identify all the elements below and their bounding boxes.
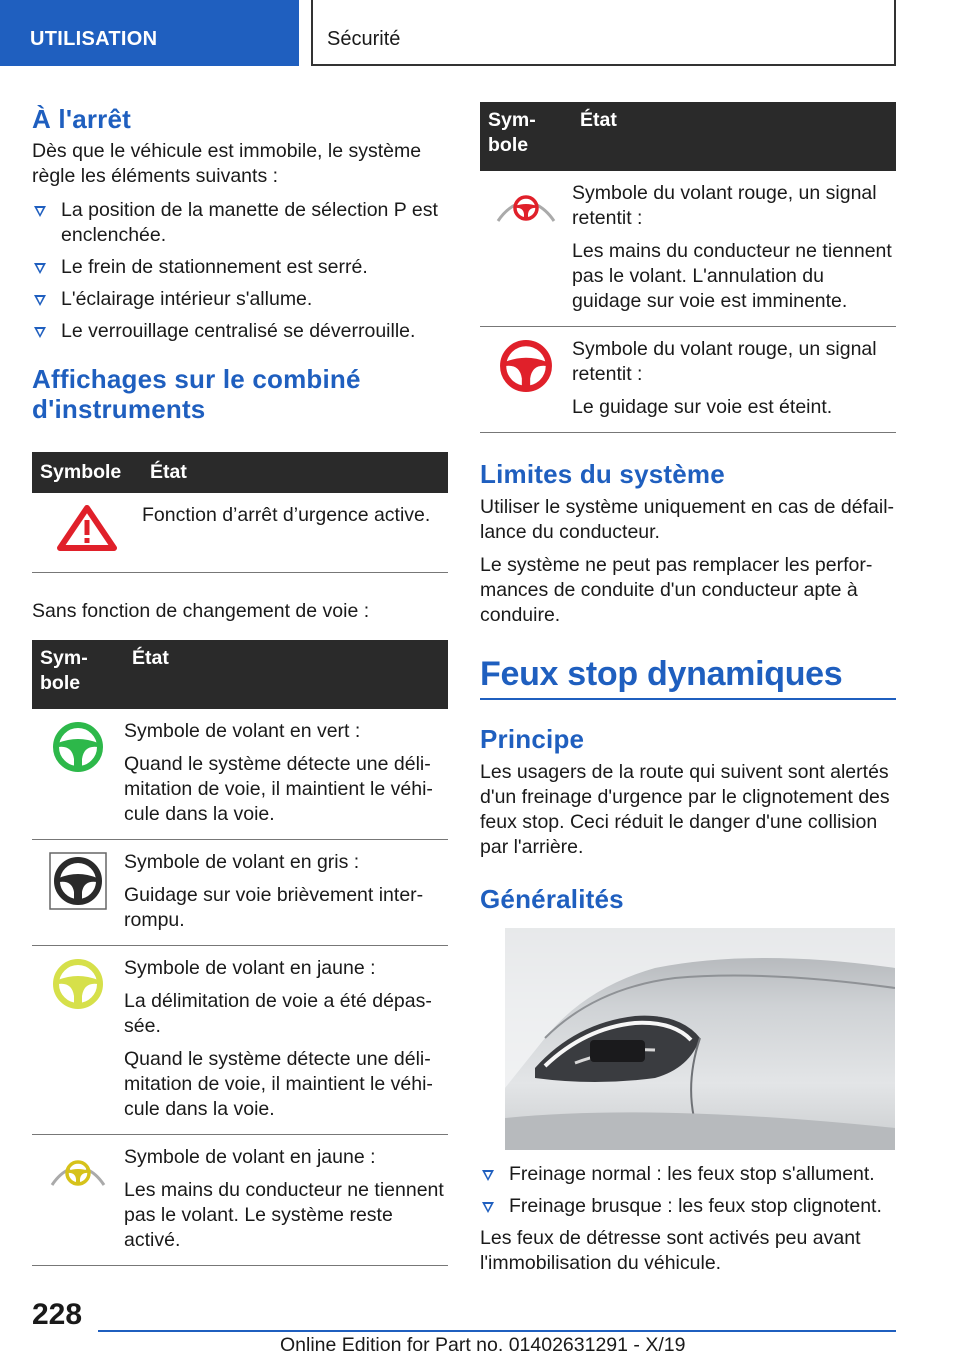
right-column [480, 102, 896, 1276]
table-header-symbol: Symbole [32, 452, 142, 493]
steering-wheel-yellow-icon [52, 958, 104, 1010]
header-section-label: UTILISATION [30, 28, 158, 50]
steering-wheel-grey-icon [49, 852, 107, 910]
table-cell-line: La délimitation de voie a été dépassée. [124, 990, 432, 1037]
table-cell-line: Symbole de volant en jaune : [124, 1146, 376, 1168]
table-cell-line: Guidage sur voie brièvement interrompu. [124, 884, 424, 931]
table-row [32, 493, 448, 573]
table-header-symbol: Symbole [480, 102, 572, 171]
list-item: Freinage brusque : les feux stop clignotent. [480, 1194, 896, 1219]
table-cell-line: Symbole du volant rouge, un signal retentit : [572, 338, 877, 385]
car-rear-illustration [505, 928, 895, 1150]
table-cell-state: Fonction d’arrêt d’urgence active. [142, 504, 431, 526]
arret-intro: Dès que le véhicule est immobile, le système règle les éléments suivants : [32, 140, 422, 187]
table-row [32, 709, 448, 840]
feux-list [480, 1162, 896, 1219]
table-row [32, 1135, 448, 1266]
table-header-symbol: Symbole [32, 640, 124, 709]
triangle-bullet-icon [482, 1202, 494, 1213]
triangle-bullet-icon [34, 206, 46, 217]
table-header-state: État [572, 102, 896, 171]
list-item: Le frein de stationnement est serré. [32, 255, 448, 280]
table-cell-line: Le guidage sur voie est éteint. [572, 396, 833, 418]
triangle-bullet-icon [34, 295, 46, 306]
table-cell-line: Symbole de volant en vert : [124, 720, 361, 742]
table-cell-line: Symbole de volant en jaune : [124, 957, 376, 979]
header-section-tab [0, 0, 299, 66]
table-cell-line: Symbole de volant en gris : [124, 851, 360, 873]
arret-list [32, 198, 448, 344]
table-cell-line: Symbole du volant rouge, un signal retentit : [572, 182, 877, 229]
car-taillight-image [505, 928, 895, 1150]
table-row [32, 946, 448, 1135]
footer-divider [98, 1330, 896, 1332]
heading-affichages: Affichages sur le combiné d'instruments [32, 364, 361, 424]
table-cell-line: Quand le système détecte une délimitation de voie, il maintient le véhicule dans la voie. [124, 1048, 433, 1120]
list-item: Le verrouillage centralisé se déverrouille. [32, 319, 448, 344]
list-item: La position de la manette de sélection P est enclenchée. [32, 198, 448, 248]
table-header-state: État [142, 452, 448, 493]
heading-limites: Limites du système [480, 459, 725, 489]
triangle-bullet-icon [34, 327, 46, 338]
sans-changement-label: Sans fonction de changement de voie : [32, 600, 370, 622]
heading-feux-stop-wrapper [480, 654, 896, 700]
table-cell-line: Quand le système détecte une délimitation de voie, il maintient le véhicule dans la voie. [124, 753, 433, 825]
header-chapter-box [311, 0, 896, 66]
page-number: 228 [32, 1298, 83, 1331]
table-cell-line: Les mains du conducteur ne tiennent pas le volant. L'annulation du guidage sur voie est imminente. [572, 240, 892, 312]
footer-edition: Online Edition for Part no. 01402631291 - X/19 [280, 1334, 686, 1356]
detresse-paragraph: Les feux de détresse sont activés peu avant l'immobilisation du véhicule. [480, 1227, 861, 1274]
steering-wheel-green-icon [52, 721, 104, 773]
lane-assist-red-table [480, 102, 896, 433]
heading-principe: Principe [480, 724, 585, 754]
left-column [32, 100, 448, 1266]
limites-paragraph-2: Le système ne peut pas remplacer les performances de conduite d'un conducteur apte à conduire. [480, 554, 873, 626]
header-chapter-label: Sécurité [327, 28, 401, 50]
heading-generalites: Généralités [480, 884, 624, 914]
steering-wheel-yellow-hands-icon [50, 1159, 106, 1189]
triangle-bullet-icon [482, 1170, 494, 1181]
steering-wheel-red-hands-icon [496, 193, 556, 225]
list-item: L'éclairage intérieur s'allume. [32, 287, 448, 312]
lane-assist-table [32, 640, 448, 1266]
triangle-bullet-icon [34, 263, 46, 274]
table-row [480, 327, 896, 433]
warning-triangle-icon [56, 505, 118, 551]
list-item: Freinage normal : les feux stop s'allument. [480, 1162, 896, 1187]
steering-wheel-red-icon [499, 339, 553, 393]
heading-feux-stop-dynamiques: Feux stop dynamiques [480, 655, 843, 693]
table-row [480, 171, 896, 327]
emergency-symbol-table [32, 452, 448, 573]
heading-a-l-arret: À l'arrêt [32, 104, 132, 134]
limites-paragraph-1: Utiliser le système uniquement en cas de défaillance du conducteur. [480, 496, 895, 543]
table-row [32, 840, 448, 946]
table-header-state: État [124, 640, 448, 709]
principe-paragraph: Les usagers de la route qui suivent sont alertés d'un freinage d'urgence par le clignotement des feux stop. Ceci réduit le danger d'une collision par l'arrière. [480, 761, 890, 858]
table-cell-line: Les mains du conducteur ne tiennent pas le volant. Le système reste activé. [124, 1179, 444, 1251]
